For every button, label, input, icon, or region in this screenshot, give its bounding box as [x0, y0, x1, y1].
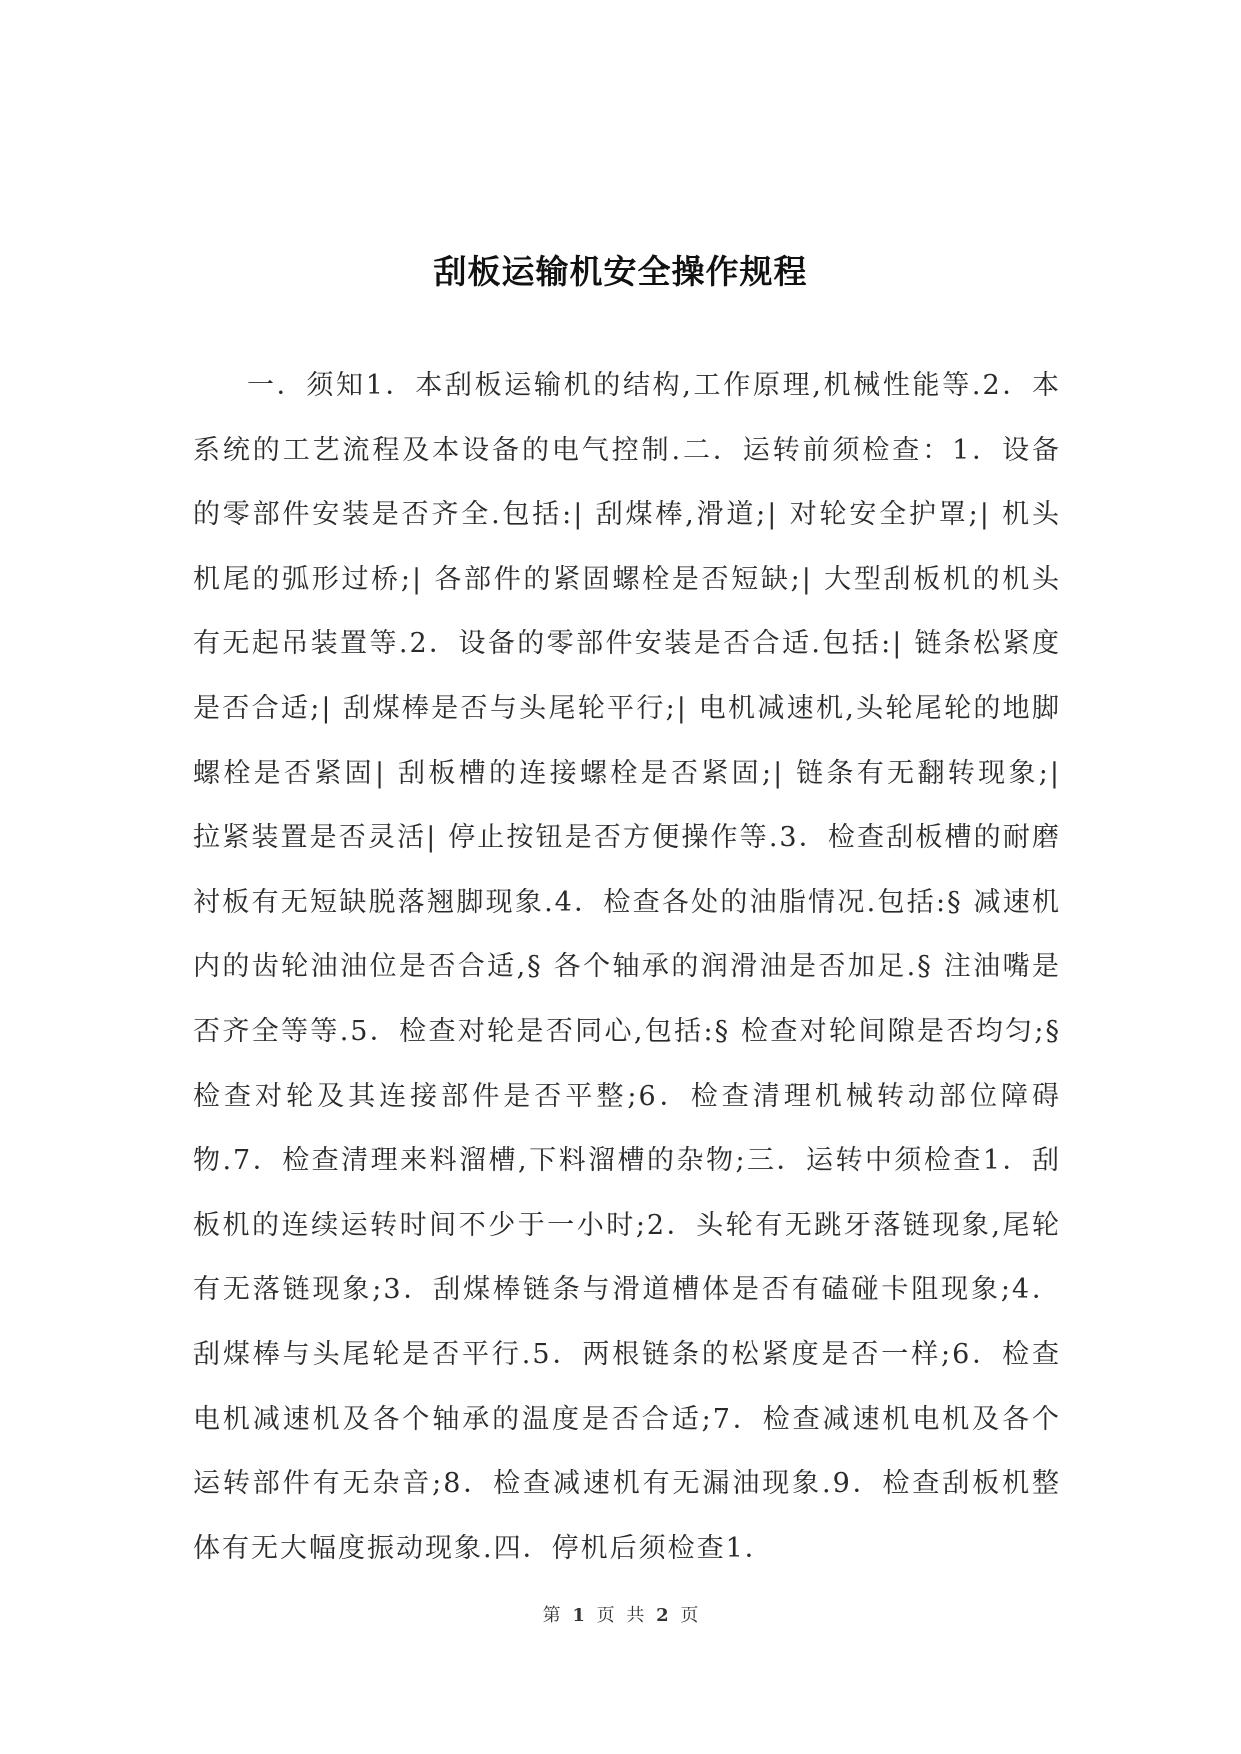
footer-total-pages: 2	[656, 1605, 669, 1626]
footer-page-label: 页	[596, 1605, 615, 1626]
document-body: 一．须知1．本刮板运输机的结构,工作原理,机械性能等.2．本系统的工艺流程及本设备的电气控制.二．运转前须检查：1．设备的零部件安装是否齐全.包括:| 刮煤棒,滑道;| 对轮安全护罩;| 机头机尾的弧形过桥;| 各部件的紧固螺栓是否短缺;| 大型刮板机的机头有无起吊装置等.2．设备的零部件安装是否合适.包括:| 链条松紧度是否合适;| 刮煤棒是否与头尾轮平行;| 电机减速机,头轮尾轮的地脚螺栓是否紧固| 刮板槽的连接螺栓是否紧固;| 链条有无翻转现象;| 拉紧装置是否灵活| 停止按钮是否方便操作等.3．检查刮板槽的耐磨衬板有无短缺脱落翘脚现象.4．检查各处的油脂情况.包括:§ 减速机内的齿轮油油位是否合适,§ 各个轴承的润滑油是否加足.§ 注油嘴是否齐全等等.5．检查对轮是否同心,包括:§ 检查对轮间隙是否均匀;§ 检查对轮及其连接部件是否平整;6．检查清理机械转动部位障碍物.7．检查清理来料溜槽,下料溜槽的杂物;三．运转中须检查1．刮板机的连续运转时间不少于一小时;2．头轮有无跳牙落链现象,尾轮有无落链现象;3．刮煤棒链条与滑道槽体是否有磕碰卡阻现象;4．刮煤棒与头尾轮是否平行.5．两根链条的松紧度是否一样;6．检查电机减速机及各个轴承的温度是否合适;7．检查减速机电机及各个运转部件有无杂音;8．检查减速机有无漏油现象.9．检查刮板机整体有无大幅度振动现象.四．停机后须检查1．	[193, 370, 1061, 1564]
footer-suffix: 页	[680, 1605, 699, 1626]
footer-total-label: 共	[626, 1605, 645, 1626]
page-footer	[0, 1601, 1241, 1627]
footer-prefix: 第	[542, 1605, 561, 1626]
document-title: 刮板运输机安全操作规程	[433, 252, 808, 292]
footer-page-number: 1	[572, 1605, 585, 1626]
